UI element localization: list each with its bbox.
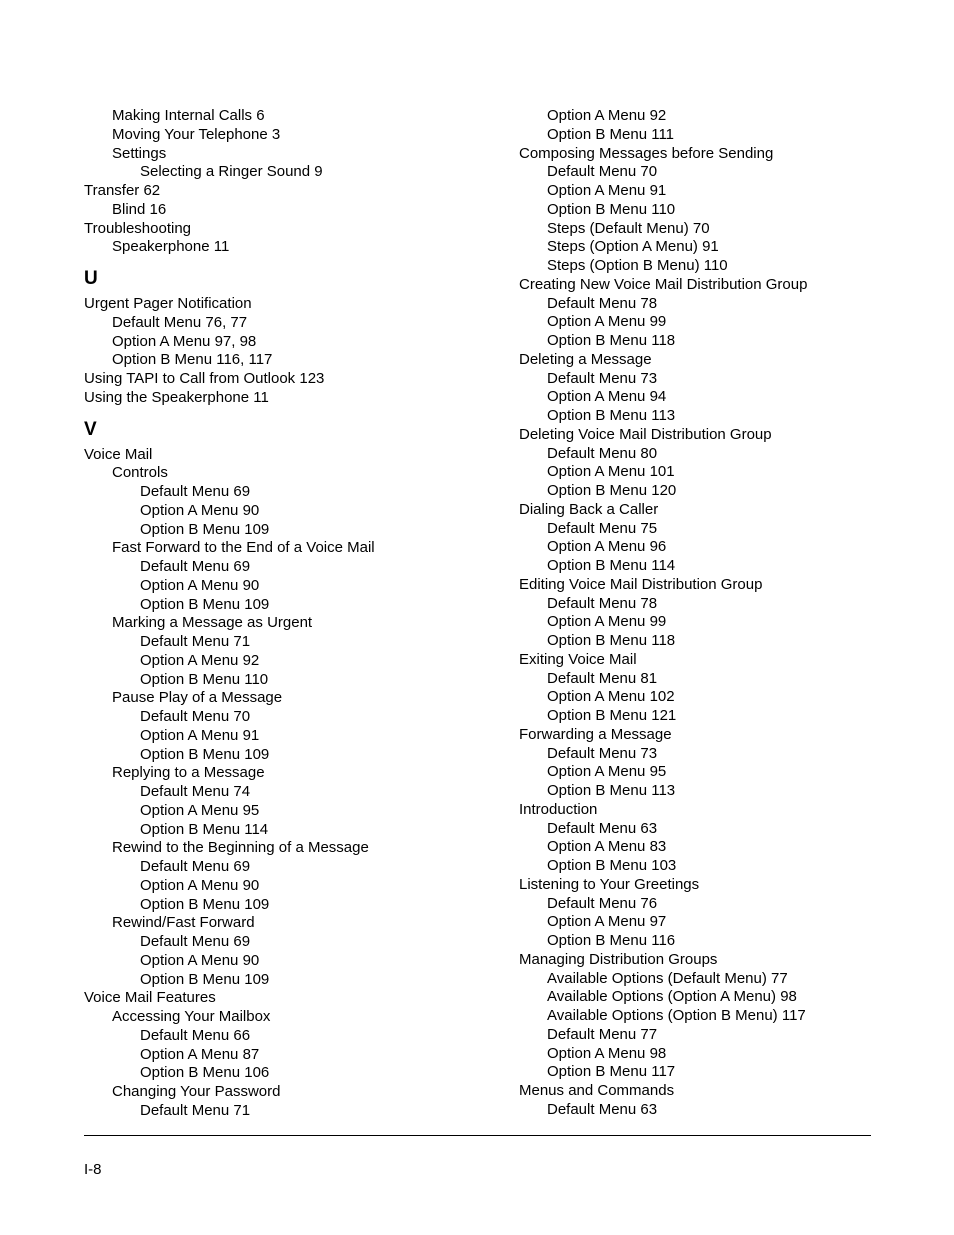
index-entry: Menus and Commands (519, 1082, 675, 1099)
index-subentry: Default Menu 73 (547, 744, 658, 762)
index-subentry: Changing Your Password (112, 1083, 281, 1100)
index-subentry: Making Internal Calls 6 (112, 107, 265, 124)
index-subentry: Option A Menu 98 (547, 1044, 667, 1062)
index-subentry: Option A Menu 101 (547, 463, 675, 481)
index-subentry: Option A Menu 94 (547, 388, 667, 406)
index-entry: Introduction (519, 800, 598, 818)
index-subentry: Default Menu 77 (547, 1025, 658, 1043)
index-subentry: Default Menu 66 (140, 1026, 251, 1044)
index-subentry: Option B Menu 106 (140, 1064, 270, 1082)
index-subentry: Option B Menu 120 (547, 482, 677, 499)
index-subentry: Fast Forward to the End of a Voice Mail (112, 539, 375, 557)
index-subentry: Option B Menu 114 (547, 557, 676, 574)
index-subentry: Option A Menu 102 (547, 688, 675, 706)
index-column-right (519, 107, 919, 1120)
index-subentry: Replying to a Message (112, 764, 265, 782)
index-subentry: Available Options (Option B Menu) 117 (547, 1007, 806, 1024)
index-subentry: Option B Menu 121 (547, 707, 677, 724)
index-subentry: Option B Menu 110 (140, 670, 269, 688)
index-section-letter: V (84, 418, 97, 440)
index-subentry: Default Menu 76, 77 (112, 313, 248, 331)
index-subentry: Option B Menu 103 (547, 857, 677, 874)
index-subentry: Option A Menu 90 (140, 501, 260, 519)
index-subentry: Option A Menu 90 (140, 876, 260, 894)
index-subentry: Option B Menu 109 (140, 970, 270, 988)
index-subentry: Default Menu 75 (547, 519, 658, 537)
index-subentry: Default Menu 69 (140, 858, 251, 875)
index-subentry: Rewind/Fast Forward (112, 914, 255, 932)
index-subentry: Option B Menu 113 (547, 407, 676, 424)
index-subentry: Default Menu 70 (547, 163, 658, 181)
index-subentry: Default Menu 63 (547, 1100, 658, 1118)
index-entry: Using the Speakerphone 11 (84, 388, 269, 406)
index-subentry: Default Menu 81 (547, 669, 658, 687)
index-subentry: Default Menu 74 (140, 783, 251, 800)
index-subentry: Steps (Default Menu) 70 (547, 219, 710, 237)
index-entry: Troubleshooting (84, 219, 192, 237)
index-subentry: Speakerphone 11 (112, 238, 230, 256)
index-section-letter: U (84, 268, 98, 289)
index-subentry: Option A Menu 91 (547, 182, 667, 199)
index-subentry: Default Menu 71 (140, 1101, 251, 1119)
index-subentry: Option B Menu 116 (547, 932, 676, 949)
index-entry: Deleting Voice Mail Distribution Group (519, 425, 772, 443)
index-subentry: Option B Menu 111 (547, 125, 675, 143)
index-subentry: Option A Menu 99 (547, 313, 667, 331)
index-subentry: Available Options (Option A Menu) 98 (547, 988, 797, 1006)
index-subentry: Option A Menu 99 (547, 613, 667, 631)
index-entry: Dialing Back a Caller (519, 500, 659, 518)
index-subentry: Option A Menu 90 (140, 951, 260, 969)
index-subentry: Accessing Your Mailbox (112, 1008, 271, 1025)
index-subentry: Option B Menu 110 (547, 200, 676, 218)
index-subentry: Option A Menu 92 (547, 107, 667, 124)
index-entry: Editing Voice Mail Distribution Group (519, 575, 763, 593)
index-subentry: Default Menu 69 (140, 483, 251, 500)
index-subentry: Steps (Option A Menu) 91 (547, 238, 719, 256)
index-subentry: Option B Menu 113 (547, 782, 676, 799)
index-subentry: Marking a Message as Urgent (112, 614, 313, 632)
index-subentry: Option B Menu 109 (140, 520, 270, 538)
index-subentry: Steps (Option B Menu) 110 (547, 257, 728, 274)
index-subentry: Settings (112, 144, 167, 162)
index-subentry: Option A Menu 90 (140, 576, 260, 594)
index-subentry: Default Menu 76 (547, 894, 658, 912)
index-entry: Exiting Voice Mail (519, 650, 637, 668)
index-entry: Deleting a Message (519, 350, 652, 368)
index-subentry: Option A Menu 92 (140, 651, 260, 669)
index-subentry: Default Menu 71 (140, 633, 251, 650)
index-subentry: Default Menu 73 (547, 369, 658, 387)
index-subentry: Blind 16 (112, 200, 167, 218)
index-subentry: Option A Menu 97 (547, 913, 667, 931)
index-subentry: Default Menu 63 (547, 819, 658, 837)
index-subentry: Controls (112, 464, 168, 482)
index-subentry: Default Menu 78 (547, 594, 658, 612)
index-subentry: Option B Menu 109 (140, 895, 270, 913)
index-subentry: Available Options (Default Menu) 77 (547, 969, 788, 987)
index-subentry: Option A Menu 95 (140, 801, 260, 819)
index-subentry: Default Menu 69 (140, 558, 251, 575)
index-entry: Urgent Pager Notification (84, 295, 252, 312)
index-entry: Using TAPI to Call from Outlook 123 (84, 370, 325, 387)
index-subentry: Option B Menu 117 (547, 1063, 676, 1081)
index-entry: Composing Messages before Sending (519, 144, 774, 162)
index-subentry: Default Menu 78 (547, 294, 658, 312)
index-subentry: Pause Play of a Message (112, 689, 283, 707)
index-subentry: Option B Menu 109 (140, 745, 270, 763)
index-entry: Forwarding a Message (519, 725, 672, 743)
index-entry: Transfer 62 (84, 182, 161, 199)
index-entry: Voice Mail Features (84, 989, 216, 1007)
index-subentry: Moving Your Telephone 3 (112, 125, 281, 143)
index-subentry: Rewind to the Beginning of a Message (112, 839, 369, 857)
page-number: I-8 (84, 1161, 102, 1178)
index-column-left (84, 107, 504, 1121)
index-subentry: Option A Menu 97, 98 (112, 332, 257, 350)
index-subentry: Option B Menu 118 (547, 632, 676, 649)
index-entry: Listening to Your Greetings (519, 875, 700, 893)
index-subentry: Option A Menu 96 (547, 538, 667, 556)
index-subentry: Option A Menu 83 (547, 838, 667, 856)
index-subentry: Option B Menu 116, 117 (112, 351, 273, 369)
index-subentry: Option B Menu 118 (547, 332, 676, 349)
index-subentry: Option A Menu 87 (140, 1045, 260, 1063)
index-entry: Voice Mail (84, 445, 153, 463)
index-subentry: Selecting a Ringer Sound 9 (140, 163, 323, 181)
index-subentry: Option A Menu 95 (547, 763, 667, 781)
footer-divider (84, 1135, 871, 1136)
index-subentry: Default Menu 70 (140, 708, 251, 725)
index-subentry: Option B Menu 109 (140, 595, 270, 613)
index-entry: Managing Distribution Groups (519, 950, 718, 968)
index-subentry: Default Menu 69 (140, 933, 251, 950)
index-entry: Creating New Voice Mail Distribution Group (519, 275, 808, 293)
index-subentry: Option A Menu 91 (140, 726, 260, 744)
index-subentry: Default Menu 80 (547, 444, 658, 462)
index-subentry: Option B Menu 114 (140, 820, 269, 838)
